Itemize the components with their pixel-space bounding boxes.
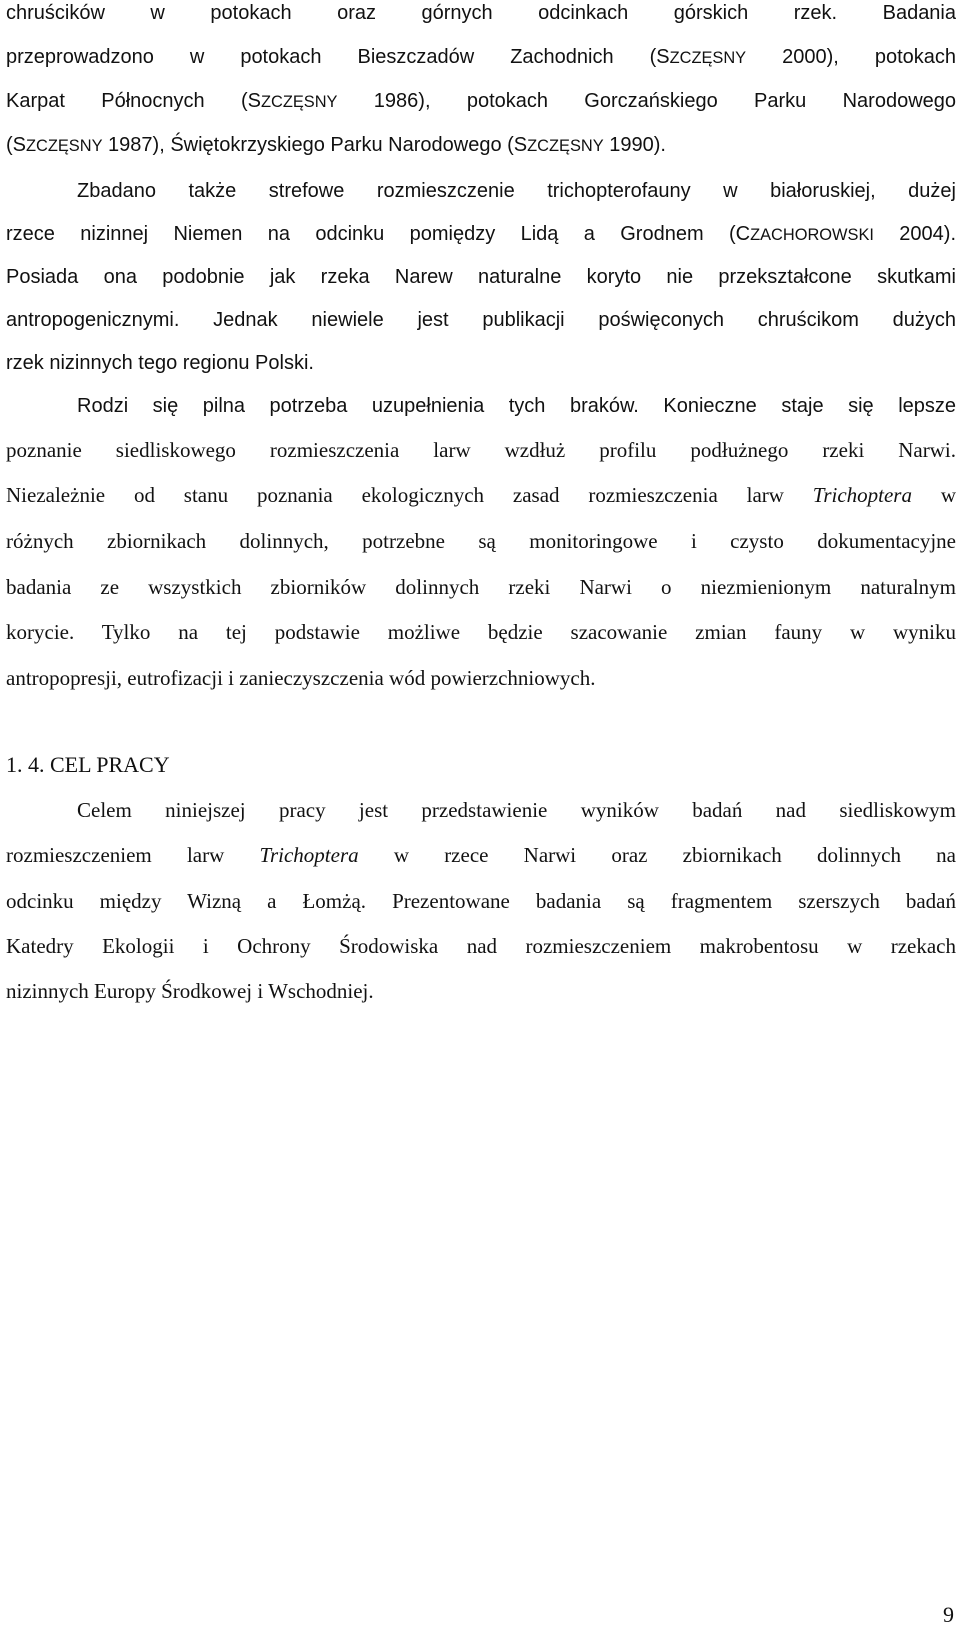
- text-line: [6, 437, 956, 463]
- text-run: Katedry Ekologii i Ochrony Środowiska nad rozmieszczeniem makrobentosu w rzekach: [6, 934, 956, 958]
- text-line: [6, 933, 956, 959]
- text-line: [6, 619, 956, 645]
- text-line: [77, 797, 956, 823]
- text-run: Zbadano także strefowe rozmieszczenie trichopterofauny w białoruskiej, dużej: [77, 180, 956, 202]
- page-number: 9: [943, 1602, 954, 1627]
- text-run: 2004).: [873, 223, 957, 245]
- text-run: badania ze wszystkich zbiorników dolinnych rzeki Narwi o niezmienionym naturalnym: [6, 575, 956, 599]
- small-caps-author: ZCZĘSNY: [527, 137, 604, 155]
- text-line: [6, 888, 956, 914]
- text-line: [6, 665, 956, 691]
- text-line: [6, 44, 956, 71]
- text-line: [6, 482, 956, 508]
- text-line: [77, 178, 956, 204]
- text-run: rozmieszczeniem larw: [6, 843, 260, 867]
- text-run: antropogenicznymi. Jednak niewiele jest publikacji poświęconych chruścikom dużych: [6, 309, 956, 331]
- text-run: antropopresji, eutrofizacji i zanieczyszczenia wód powierzchniowych.: [6, 666, 596, 690]
- text-run: odcinku między Wizną a Łomżą. Prezentowane badania są fragmentem szerszych badań: [6, 889, 956, 913]
- text-line: [6, 842, 956, 868]
- document-page: [6, 0, 956, 1640]
- text-line: [6, 264, 956, 290]
- text-run: Rodzi się pilna potrzeba uzupełnienia tych braków. Konieczne staje się lepsze: [77, 395, 956, 417]
- text-run: 1986), potokach Gorczańskiego Parku Narodowego: [337, 90, 957, 112]
- small-caps-author: ZCZĘSNY: [669, 49, 747, 67]
- small-caps-author: ZACHOROWSKI: [750, 226, 874, 244]
- small-caps-author: ZCZĘSNY: [260, 93, 338, 111]
- text-run: 1987), Świętokrzyskiego Parku Narodowego (S: [102, 134, 528, 156]
- text-run: (S: [6, 134, 26, 156]
- text-line: [6, 574, 956, 600]
- text-run: poznanie siedliskowego rozmieszczenia larw wzdłuż profilu podłużnego rzeki Narwi.: [6, 438, 956, 462]
- text-run: przeprowadzono w potokach Bieszczadów Zachodnich (S: [6, 46, 670, 68]
- small-caps-author: ZCZĘSNY: [26, 137, 103, 155]
- text-line: [6, 132, 956, 159]
- text-run: rzece nizinnej Niemen na odcinku pomiędzy Lidą a Grodnem (C: [6, 223, 751, 245]
- text-run: w: [911, 483, 956, 507]
- text-line: [6, 350, 956, 376]
- text-run: Celem niniejszej pracy jest przedstawienie wyników badań nad siedliskowym: [77, 798, 956, 822]
- text-run: Karpat Północnych (S: [6, 90, 261, 112]
- text-run: 1990).: [603, 134, 666, 156]
- text-line: [6, 978, 956, 1004]
- text-line: [6, 221, 956, 248]
- text-run: nizinnych Europy Środkowej i Wschodniej.: [6, 979, 374, 1003]
- text-run: w rzece Narwi oraz zbiornikach dolinnych na: [358, 843, 956, 867]
- italic-text: Trichoptera: [259, 843, 359, 867]
- text-run: 2000), potokach: [746, 46, 956, 68]
- text-run: rzek nizinnych tego regionu Polski.: [6, 352, 314, 374]
- text-run: Posiada ona podobnie jak rzeka Narew naturalne koryto nie przekształcone skutkami: [6, 266, 956, 288]
- text-line: [6, 307, 956, 333]
- text-run: Niezależnie od stanu poznania ekologicznych zasad rozmieszczenia larw: [6, 483, 813, 507]
- text-line: [6, 0, 956, 26]
- text-line: [6, 528, 956, 554]
- text-run: korycie. Tylko na tej podstawie możliwe będzie szacowanie zmian fauny w wyniku: [6, 620, 956, 644]
- section-heading: 1. 4. CEL PRACY: [6, 752, 170, 777]
- text-run: różnych zbiornikach dolinnych, potrzebne są monitoringowe i czysto dokumentacyjne: [6, 529, 956, 553]
- text-line: [77, 393, 956, 419]
- text-run: chruścików w potokach oraz górnych odcinkach górskich rzek. Badania: [6, 2, 956, 24]
- italic-text: Trichoptera: [812, 483, 912, 507]
- text-line: [6, 88, 956, 115]
